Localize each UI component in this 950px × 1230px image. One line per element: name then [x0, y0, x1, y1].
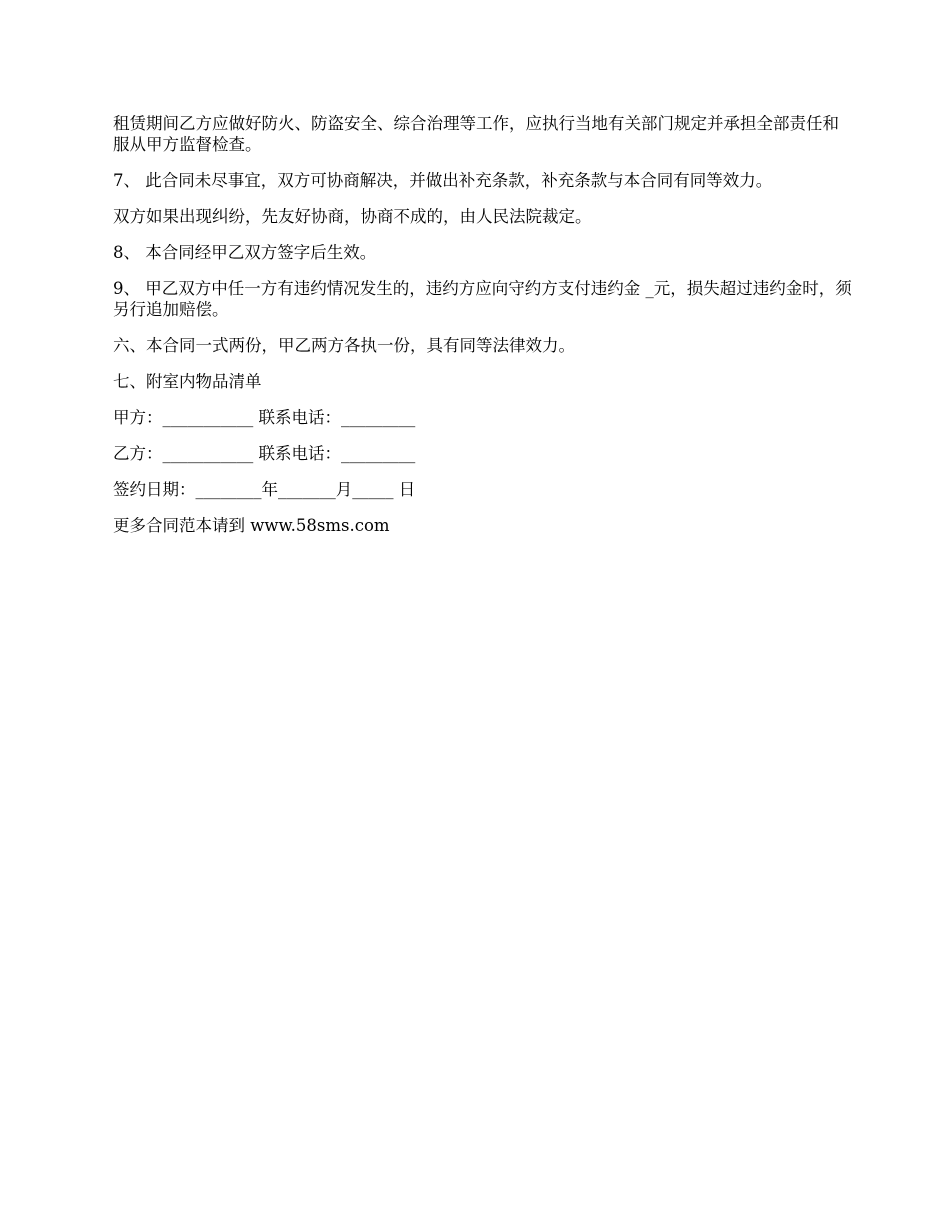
paragraph-clause-7: 7、 此合同未尽事宜，双方可协商解决，并做出补充条款，补充条款与本合同有同等效力。	[113, 171, 773, 190]
paragraph-clause-8: 8、 本合同经甲乙双方签字后生效。	[113, 243, 377, 262]
paragraph-inventory: 七、附室内物品清单	[113, 372, 262, 391]
party-a-signature-line: 甲方：___________ 联系电话：_________	[113, 408, 416, 427]
paragraph-safety-duties: 租赁期间乙方应做好防火、防盗安全、综合治理等工作，应执行当地有关部门规定并承担全部责任和服从甲方监督检查。	[113, 114, 839, 154]
paragraph-clause-9: 9、 甲乙双方中任一方有违约情况发生的，违约方应向守约方支付违约金 _元，损失超过违约金时，须另行追加赔偿。	[113, 279, 852, 319]
document-body	[113, 113, 853, 551]
party-b-signature-line: 乙方：___________ 联系电话：_________	[113, 444, 416, 463]
signing-date-line: 签约日期：________年_______月_____ 日	[113, 480, 416, 499]
paragraph-disputes: 双方如果出现纠纷，先友好协商，协商不成的，由人民法院裁定。	[113, 207, 592, 226]
footer-more-templates: 更多合同范本请到 www.58sms.com	[113, 516, 390, 535]
paragraph-copies: 六、本合同一式两份，甲乙两方各执一份，具有同等法律效力。	[113, 336, 575, 355]
